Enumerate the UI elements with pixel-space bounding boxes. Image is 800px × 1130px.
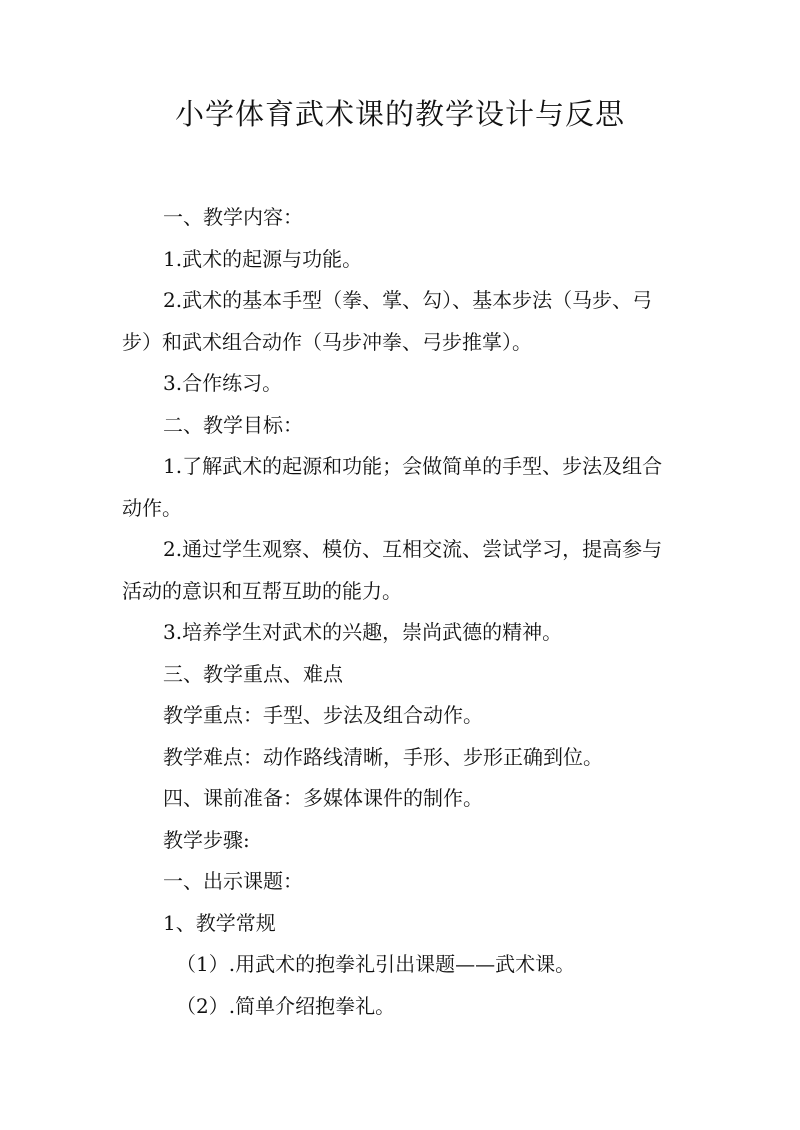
content-item-2: 2.武术的基本手型（拳、掌、勾）、基本步法（马步、弓步）和武术组合动作（马步冲拳、弓步推掌）。 (122, 288, 653, 354)
step-detail-2: （2）.简单介绍抱拳礼。 (176, 993, 396, 1018)
content-item-3: 3.合作练习。 (163, 371, 283, 395)
section-heading-content: 一、教学内容： (163, 205, 303, 229)
goal-item-3: 3.培养学生对武术的兴趣，崇尚武德的精神。 (163, 620, 563, 644)
goal-item-2: 2.通过学生观察、模仿、互相交流、尝试学习，提高参与活动的意识和互帮互助的能力。 (122, 537, 663, 603)
steps-heading: 教学步骤: (163, 827, 250, 852)
key-point-text: 教学重点：手型、步法及组合动作。 (163, 703, 483, 727)
document-body (122, 197, 682, 1027)
goal-item-1: 1.了解武术的起源和功能；会做简单的手型、步法及组合动作。 (122, 454, 663, 520)
section-heading-preparation: 四、课前准备：多媒体课件的制作。 (163, 786, 483, 810)
step-heading-1: 一、出示课题： (163, 869, 303, 893)
step-subheading-1: 1、教学常规 (163, 910, 276, 935)
step-detail-1: （1）.用武术的抱拳礼引出课题——武术课。 (176, 952, 576, 976)
section-heading-goals: 二、教学目标： (163, 412, 303, 437)
content-item-1: 1.武术的起源与功能。 (163, 246, 363, 271)
section-heading-key-points: 三、教学重点、难点 (163, 661, 343, 686)
document-title: 小学体育武术课的教学设计与反思 (174, 97, 625, 131)
difficulty-text: 教学难点：动作路线清晰，手形、步形正确到位。 (163, 744, 603, 769)
